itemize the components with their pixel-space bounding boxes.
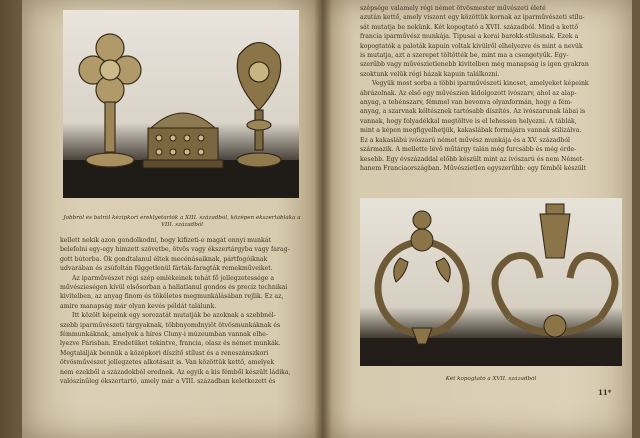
text-line: ötvösművészet jellegzetes alkotásait is. Van közöttük kettő, amelyek <box>60 359 275 367</box>
jewel-casket <box>143 113 223 168</box>
left-page-text <box>60 236 304 387</box>
door-knockers-photo <box>360 198 622 366</box>
text-line: Az iparművészet régi szép emlékeinek tehát fő jellegzetessége a <box>72 274 275 282</box>
text-line: művészieségen kívül elsősorban a hallatlanul gondos és precíz technikai <box>60 284 288 292</box>
reliquaries-photo <box>63 10 299 198</box>
text-line: lyezve Párisban. Eredetüket tekintve, francia, olasz és német munkák. <box>60 340 281 348</box>
text-line: kivitelben, az anyag finom és tökéletes megmunkálásában rejlik. Ez az, <box>60 293 284 301</box>
text-line: hanem Franciaországban. Művészietlen egyszerűbb: egy fémből készült <box>360 164 587 172</box>
text-line: nem ezekből a századokból erednek. Az egyik a kis fémből készült ládika, <box>60 368 291 376</box>
right-page-text <box>360 4 622 173</box>
text-line: fémmunkáknak, amelyek a híres Cluny-i múzeumban vannak elhe- <box>60 331 269 339</box>
text-line: szépsége valamely régi német ötvösmester művészeti életé <box>360 5 546 12</box>
quatrefoil-reliquary <box>79 34 141 167</box>
ornate-monstrance <box>237 43 281 168</box>
page-number: 11* <box>598 388 612 397</box>
text-line: belefolni egy-egy himzett szövetbe, ötvös vagy ékszertárgyba vagy farag- <box>60 246 290 254</box>
text-line: ábrázolnak. Az első egy művészien kidolgozott ivószarv, ahol az alap- <box>360 89 577 97</box>
text-line: amire manapság már olyan kevés példát találunk. <box>60 302 217 310</box>
text-line: sát mutatja be nekünk. Két kopogtató a XVII. századból. Mind a kettő <box>360 23 579 31</box>
text-line: kesebb. Egy évszázaddal előbb készült mint az ivószarú és nem Német- <box>360 155 585 163</box>
text-line: vannak, hogy folyadékkal megtöltve is el lehessen helyezni. A táblák, <box>360 117 577 125</box>
text-line: mint a képen megfigyelhetjük, kakaslábak formájára vannak stilizálva. <box>360 127 582 135</box>
text-line: Vegyük most sorba a többi iparművészeti kincset, amelyeket képeink <box>372 80 589 88</box>
text-line: szerűbb vagy művészietlenebb kivitelben még manapság is igen gyakran <box>360 61 589 69</box>
text-line: azután kettő, amely viszont egy közöttük kornak az iparművészeti stílu- <box>360 14 585 22</box>
text-line: Itt közölt képeink egy sorozatát mutatják be azoknak a szebbnél- <box>72 312 276 320</box>
text-line: Megtalálják bennük a középkori díszítő stílust és a reneszánszkori <box>60 349 269 357</box>
left-photo-caption: Jobbról és balról kézipkori ereklyetartók a XIII. századból, középen ékszertábláka a VIII. századból <box>63 215 301 228</box>
book-gutter <box>314 0 332 438</box>
text-line: udvarában és zsúfoltán függetlenül fárták-faragták remekműveiket. <box>60 265 273 273</box>
text-line: származik. A mellette lévő műtárgy talán még furcsább és még érde- <box>360 146 577 154</box>
text-line: kellett nekik azon gondolkodni, hogy kifizeti-e magát ennyi munkát <box>60 237 271 244</box>
door-knockers-illustration <box>360 198 622 366</box>
text-line: anyag, a szarvnak kéltésznek tartósabb díszítés. Az ivószarunak lábai is <box>360 108 586 116</box>
text-line: szoktunk velük régi házak kapuin találkozni. <box>360 70 500 78</box>
text-line: francia iparművész munkája. Tipusai a korai barokk-stílusnak. Ezek a <box>360 33 579 41</box>
text-line: gott bútorba. Ők gondtalanul éltek mecénásaiknak, pártfogóiknak <box>60 255 268 263</box>
text-line: Ez a kakaslábú ivószarú német művész munkája és a XV. századból <box>360 136 571 144</box>
text-line: szebb iparművészeti tárgyaknak, többnyomdnyiöt ötvösmunkáknak és <box>60 321 281 329</box>
text-line: kopogtatók a paloták kapuin voltak kívülről elhelyezve és mint a nevük <box>360 42 583 50</box>
right-photo-caption: Két kopogtató a XVII. századból <box>445 376 537 382</box>
text-line: anyag, a tehénszarv, fémmel van bevonva olyanformán, hogy a fém- <box>360 99 573 107</box>
wreath-knocker <box>378 242 466 334</box>
reliquaries-illustration <box>63 10 299 198</box>
text-line: is mutatja, azt a szerepet töltötték be, mint ma a csengetyűk. Egy- <box>360 52 569 60</box>
text-line: valószínűleg ékszertartó, amely már a VIII. században keletkezett és <box>60 378 276 386</box>
